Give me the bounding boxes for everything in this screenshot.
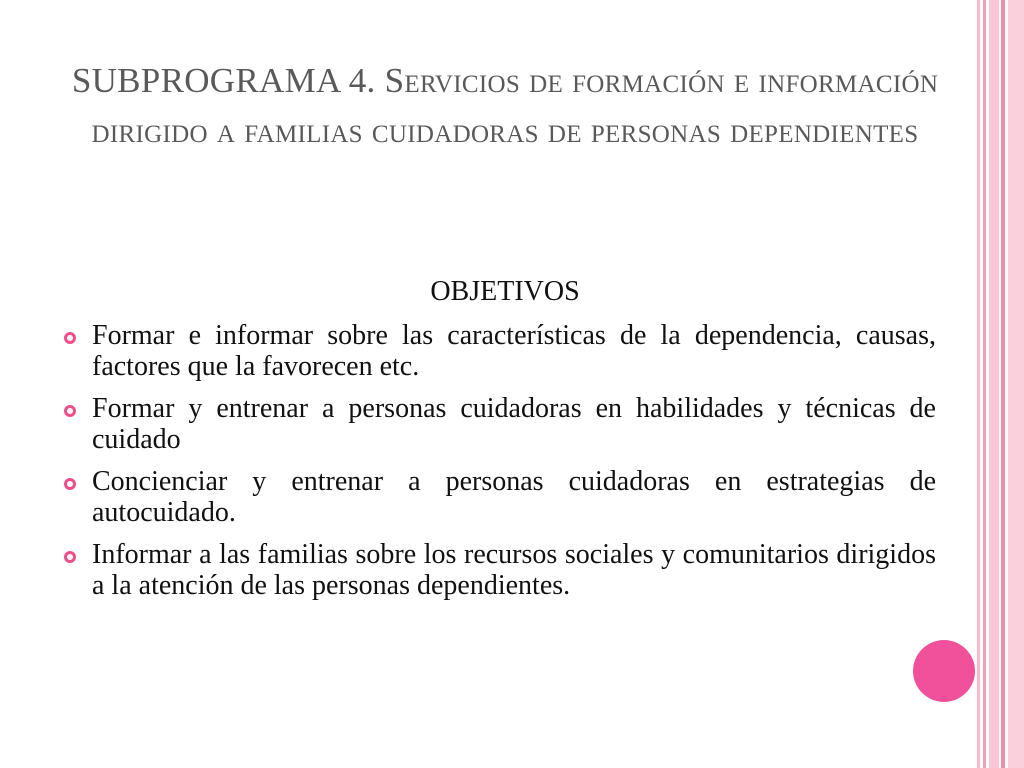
decorative-stripe bbox=[983, 0, 986, 768]
slide-title bbox=[40, 56, 970, 156]
list-item-text: Concienciar y entrenar a personas cuidadoras en estrategias de autocuidado. bbox=[92, 466, 936, 528]
list-item bbox=[64, 320, 936, 382]
decorative-stripe bbox=[989, 0, 999, 768]
slide-title-lead: SUBPROGRAMA 4. bbox=[71, 61, 376, 100]
circle-ring-icon bbox=[64, 551, 76, 563]
objectives-list bbox=[64, 320, 936, 612]
decorative-stripe bbox=[1001, 0, 1005, 768]
list-item bbox=[64, 466, 936, 528]
list-item bbox=[64, 393, 936, 455]
list-item bbox=[64, 539, 936, 601]
pink-circle-icon bbox=[913, 640, 975, 702]
list-item-text: Formar y entrenar a personas cuidadoras en habilidades y técnicas de cuidado bbox=[92, 393, 936, 455]
circle-ring-icon bbox=[64, 405, 76, 417]
section-heading: OBJETIVOS bbox=[430, 276, 580, 307]
circle-ring-icon bbox=[64, 478, 76, 490]
decorative-stripe bbox=[1008, 0, 1024, 768]
circle-ring-icon bbox=[64, 332, 76, 344]
decorative-stripe bbox=[977, 0, 980, 768]
slide-title-rest: Servicios de formación e información dirigido a familias cuidadoras de personas dependientes bbox=[91, 61, 939, 150]
list-item-text: Informar a las familias sobre los recursos sociales y comunitarios dirigidos a la atención de las personas dependientes. bbox=[92, 539, 936, 601]
list-item-text: Formar e informar sobre las características de la dependencia, causas, factores que la favorecen etc. bbox=[92, 320, 936, 382]
